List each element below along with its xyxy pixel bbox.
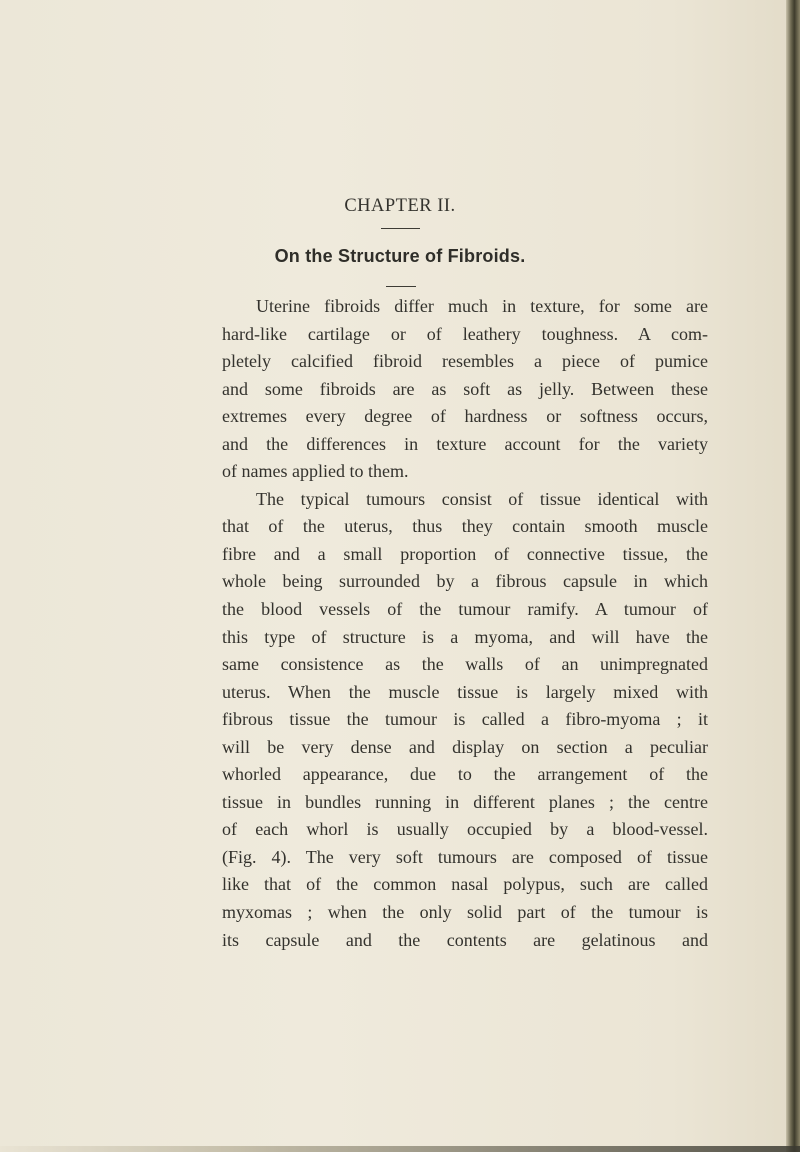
text-line: whole being surrounded by a fibrous capsule in which (222, 571, 708, 592)
text-line: its capsule and the contents are gelatinous and (222, 929, 708, 950)
text-line: whorled appearance, due to the arrangement of the (222, 764, 708, 785)
text-line: and the differences in texture account for the variety (222, 433, 708, 454)
text-line: fibrous tissue the tumour is called a fibro-myoma ; it (222, 709, 708, 730)
chapter-heading: CHAPTER II. (344, 196, 456, 216)
text-line: will be very dense and display on section a peculiar (222, 736, 708, 757)
text-line: uterus. When the muscle tissue is largely mixed with (222, 681, 708, 702)
section-title: On the Structure of Fibroids. (274, 246, 526, 266)
heading-rule (381, 228, 420, 229)
text-line: and some fibroids are as soft as jelly. Between these (222, 378, 708, 399)
text-line: (Fig. 4). The very soft tumours are composed of tissue (222, 846, 708, 867)
text-line: like that of the common nasal polypus, such are called (222, 874, 708, 895)
title-rule (386, 286, 416, 287)
text-line: same consistence as the walls of an unimpregnated (222, 654, 708, 675)
text-line: myxomas ; when the only solid part of the tumour is (222, 902, 708, 923)
text-line: this type of structure is a myoma, and will have the (222, 626, 708, 647)
book-spine-edge (786, 0, 800, 1152)
text-line: of names applied to them. (222, 461, 409, 482)
text-line: that of the uterus, thus they contain smooth muscle (222, 516, 708, 537)
text-line: fibre and a small proportion of connective tissue, the (222, 543, 708, 564)
text-line: pletely calcified fibroid resembles a piece of pumice (222, 351, 708, 372)
text-line: hard-like cartilage or of leathery toughness. A com- (222, 323, 708, 344)
text-line: tissue in bundles running in different planes ; the centre (222, 791, 708, 812)
text-line: The typical tumours consist of tissue identical with (256, 488, 708, 509)
body-text (222, 293, 708, 954)
text-line: extremes every degree of hardness or softness occurs, (222, 406, 708, 427)
text-line: Uterine fibroids differ much in texture, for some are (256, 296, 708, 316)
text-line: the blood vessels of the tumour ramify. A tumour of (222, 599, 708, 620)
text-line: of each whorl is usually occupied by a blood-vessel. (222, 819, 708, 840)
page-bottom-edge (0, 1146, 800, 1152)
